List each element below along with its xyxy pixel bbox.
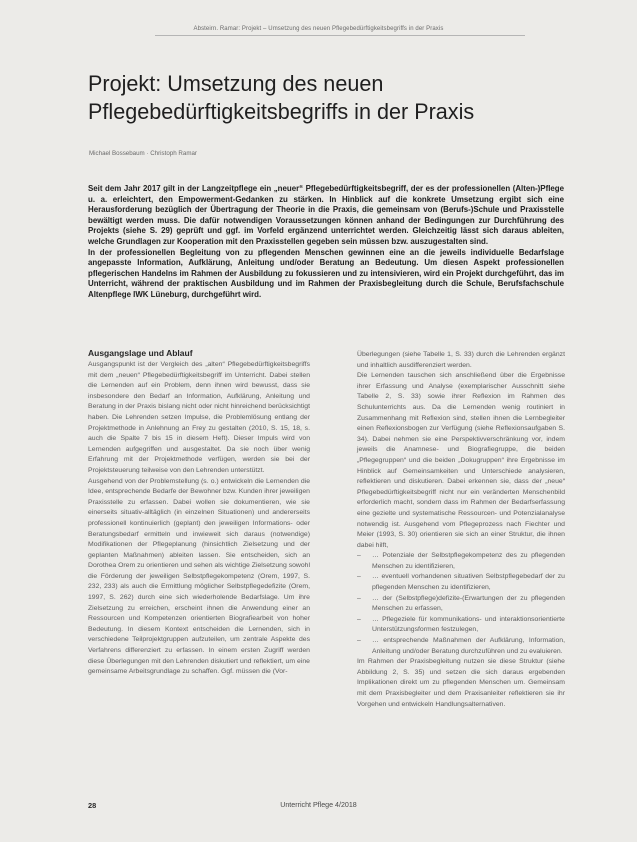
running-header: Absteirn. Ramar: Projekt – Umsetzung des neuen Pflegebedürftigkeitsbegriffs in der Praxis [193, 26, 444, 32]
article-title [88, 70, 539, 126]
article-authors: Michael Bossebaum · Christoph Ramar [89, 150, 197, 157]
body-paragraph: Ausgehend von der Problemstellung (s. o.) entwickeln die Lernenden die Idee, entsprechende Bedarfe der Bewohner bzw. Kunden ihrer jeweiligen Praxisstelle zu erfassen. Dabei wollen sie dokumentieren, wie sie einerseits situativ-alltäglich (in einzelnen Situationen) und andererseits professionell kontinuierlich (geplant) den jeweiligen Informations- oder Beratungsbedarf ermitteln und inwieweit sich daraus (notwendige) Modifikationen der Pflegeplanung (hinsichtlich Zielsetzung und der geplanten Maßnahmen) ableiten lassen. Sie entscheiden, sich an Dorothea Orem zu orientieren und sehen als wichtige Zielsetzung sowohl die Förderung der jeweiligen Selbstpflegekompetenz (Orem, 1997, S. 232, 233) als auch die Ermittlung möglicher Selbstpflegedefizite (Orem, 1997, S. 262) durch eine sich wiederholende Bedarfslage. Um ihre Zielsetzung zu erreichen, erscheint ihnen die Anwendung einer an Ressourcen und Kompetenzen orientierten Biografiearbeit von hoher Bedeutung. In diesem Kontext entscheiden die Lernenden, sich in verschiedene Teilprojektgruppen aufzuteilen, um zentrale Aspekte des Verfahrens differenziert zu erfassen. In einem ersten Zugriff werden diese Überlegungen mit den Lehrenden diskutiert und reflektiert, um eine gemeinsame Arbeitsgrundlage zu schaffen. Ggf. müssen die (Vor- [88, 477, 310, 676]
lead-paragraph: In der professionellen Begleitung von zu pflegenden Menschen gewinnen eine an die jeweils individuelle Bedarfslage angepasste Information, Aufklärung, Anleitung und/oder Beratung an Bedeutung. Um diesen Aspekt professionellen pflegerischen Handelns im Rahmen der Ausbildung zu fokussieren und zu intensivieren, wird ein Projekt durchgeführt, das im Unterricht, während der praktischen Ausbildung und im Rahmen der Praxisbegleitung durch die Schule, Berufsfachschule Altenpflege IWK Lüneburg, durchgeführt wird. [88, 247, 564, 299]
list-item: – … eventuell vorhandenen situativen Selbstpflegebedarf der zu pflegenden Menschen zu identifizieren, [357, 572, 565, 593]
body-paragraph: Ausgangspunkt ist der Vergleich des „alten“ Pflegebedürftigkeitsbegriffs mit dem „neuen“ Pflegebedürftigkeitsbegriff im Unterricht. Dabei stellen die Lernenden auf ein Problem, denn ihnen wird bewusst, dass sie insbesondere den Bedarf an Information, Aufklärung, Anleitung und Beratung in der Praxis bislang nicht oder nicht hinreichend berücksichtigt haben. Die Lehrenden setzen Impulse, die Problemlösung entlang der Projektmethode in Anlehnung an Frey zu gestalten (2010, S. 15, 18, s. auch die Spalte 7 bis 15 in diesem Heft). Dieser Impuls wird von Lernenden aufgegriffen und ausgestaltet. Da sie noch über wenig Erfahrung mit der Projektmethode verfügen, werden sie bei der Projektsteuerung teilweise von den Lehrenden unterstützt. [88, 361, 310, 474]
journal-footer: Unterricht Pflege 4/2018 [280, 801, 357, 809]
body-paragraph: Die Lernenden tauschen sich anschließend über die Ergebnisse ihrer Erfassung und Analyse (exemplarischer Ausschnitt siehe Tabelle 2, S. 33) sowie ihrer Reflexion im Rahmen des Schulunterrichts aus. Da die Lernenden wenig routiniert in Zusammenhang mit Reflexion sind, stellen ihnen die Lernbegleiter einen Reflexionsbogen zur Verfügung (siehe Reflexionsaufgaben S. 34). Dabei nehmen sie eine Perspektivverschränkung vor, indem jeweils die Anamnese- und Biografiegruppe, die beiden „Pflegegruppen“ und die beiden „Dokugruppen“ ihre Ergebnisse im Hinblick auf Gemeinsamkeiten und Unterschiede analysieren, reflektieren und diskutieren. Dabei erkennen sie, dass der „neue“ Pflegebedürftigkeitsbegriff nicht nur ein veränderten Menschenbild erforderlich macht, sondern dass im Rahmen der Bedarfserfassung eine gezielte und systematische Ressourcen- und Potenzialanalyse notwendig ist. Ausgehend vom Pflegeprozess nach Fiechter und Meier (1993, S. 30) orientieren sie sich an einer Struktur, die ihnen dabei hilft, [357, 372, 565, 549]
page-number: 28 [88, 801, 97, 810]
body-paragraph: Im Rahmen der Praxisbegleitung nutzen sie diese Struktur (siehe Abbildung 2, S. 35) und setzen die sich daraus ergebenden Implikationen direkt um zu pflegenden Menschen um. Gemeinsam mit dem Praxisbegleiter und dem Praxisanleiter reflektieren sie ihr Vorgehen und entwickeln Handlungsalternativen. [357, 658, 565, 708]
section-heading: Ausgangslage und Ablauf [88, 348, 193, 358]
list-item: – … Pflegeziele für kommunikations- und interaktionsorientierte Unterstützungsformen festzulegen, [357, 615, 565, 636]
title-line-1: Projekt: Umsetzung des neuen [88, 71, 384, 96]
header-rule [155, 35, 525, 36]
list-item: – … Potenziale der Selbstpflegekompetenz des zu pflegenden Menschen zu identifizieren, [357, 551, 565, 572]
lead-paragraph: Seit dem Jahr 2017 gilt in der Langzeitpflege ein „neuer“ Pflegebedürftigkeitsbegriff, der es der professionellen (Alten-)Pflege u. a. erleichtert, den Empowerment-Gedanken zu stärken. In Hinblick auf die konkrete Umsetzung ergibt sich eine Herausforderung bezüglich der Übertragung der Theorie in die Praxis, die gemeinsam von (Berufs-)Schule und Praxisstelle bewältigt werden muss. Die dafür notwendigen Voraussetzungen können anhand der Bedingungen zur Durchführung des Projekts (siehe S. 29) geprüft und ggf. im Vorfeld ergänzend unterrichtet werden. Gleichzeitig lässt sich daraus ableiten, welche Grundlagen zur Kooperation mit den Praxisstellen gegeben sein müssen bzw. auszugestalten sind. [88, 184, 564, 246]
lead-paragraphs [88, 184, 564, 301]
right-column [357, 350, 565, 710]
title-line-2: Pflegebedürftigkeitsbegriffs in der Praxis [88, 99, 475, 124]
body-paragraph: Überlegungen (siehe Tabelle 1, S. 33) durch die Lehrenden ergänzt und inhaltlich ausdifferenziert werden. [357, 351, 565, 369]
left-column [88, 348, 310, 678]
bullet-list [357, 551, 565, 657]
list-item: – … der (Selbstpflege)defizite-(Erwartungen der zu pflegenden Menschen zu erfassen, [357, 594, 565, 615]
list-item: – … entsprechende Maßnahmen der Aufklärung, Information, Anleitung und/oder Beratung durchzuführen und zu evaluieren. [357, 636, 565, 657]
